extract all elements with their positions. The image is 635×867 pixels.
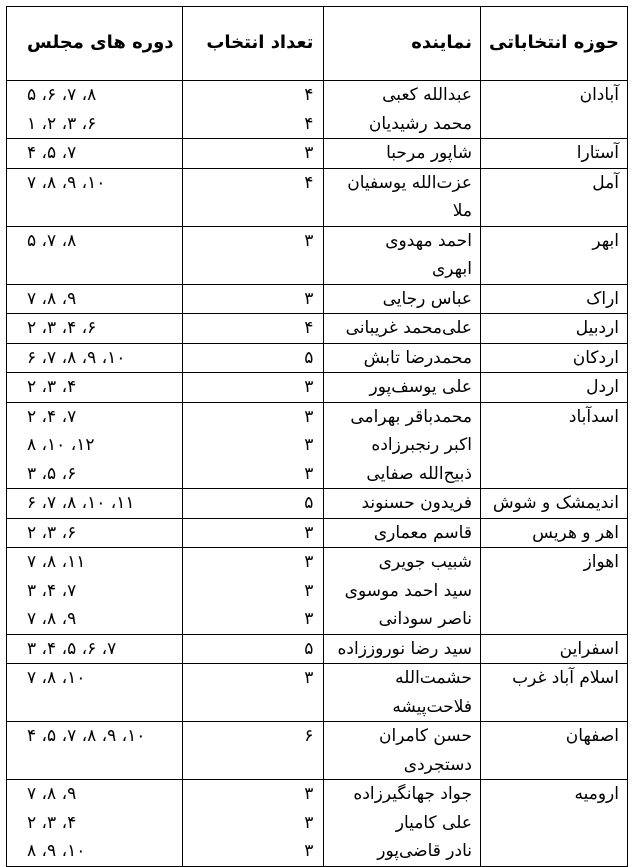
district-name: اهر و هریس: [532, 522, 619, 543]
parliament-periods: ۷، ۴، ۳: [27, 580, 77, 601]
representative-name: فلاحت‌پیشه: [392, 696, 472, 717]
header-district: حوزه انتخاباتی: [480, 7, 627, 81]
election-count: ۵: [304, 347, 314, 368]
district-cell: [480, 226, 627, 284]
representative-name: اکبر رنجبرزاده: [371, 435, 472, 455]
parliament-periods: ۴، ۳، ۲: [27, 377, 77, 397]
count-cell: [182, 402, 324, 489]
count-cell: [182, 489, 324, 519]
district-cell: [480, 489, 627, 519]
district-cell: [480, 780, 627, 867]
representative-name: ملا: [452, 201, 472, 221]
district-cell: [480, 168, 627, 226]
district-name: اردبیل: [575, 318, 619, 338]
election-count: ۳: [304, 230, 314, 251]
representative-name: محمدرضا تابش: [363, 347, 472, 368]
election-count: ۶: [304, 726, 314, 746]
representative-cell: [324, 634, 481, 664]
representative-cell: [324, 314, 481, 344]
representative-name: عبدالله کعبی: [382, 85, 472, 105]
header-row: [7, 7, 628, 81]
representative-name: علی‌محمد غریبانی: [345, 318, 472, 338]
election-count: ۳: [304, 609, 314, 629]
district-name: ابهر: [592, 230, 619, 251]
representative-cell: [324, 373, 481, 403]
parliament-periods: ۱۱، ۸، ۷: [27, 552, 86, 572]
representative-name: عزت‌الله یوسفیان: [347, 172, 472, 193]
election-count: ۳: [304, 143, 314, 163]
parliament-periods: ۷، ۴، ۲: [27, 406, 77, 427]
representative-cell: [324, 780, 481, 867]
parliament-periods: ۶، ۳، ۲: [27, 522, 77, 543]
parliament-periods: ۱۰، ۹، ۸، ۷، ۵، ۴: [27, 726, 146, 746]
parliament-periods: ۱۰، ۹، ۸، ۷، ۶: [27, 347, 126, 368]
district-name: اهواز: [583, 552, 619, 572]
election-count: ۳: [304, 784, 314, 804]
election-count: ۳: [304, 463, 314, 484]
representative-name: سید احمد موسوی: [344, 580, 472, 601]
periods-cell: [7, 373, 183, 403]
representative-cell: [324, 343, 481, 373]
election-count: ۳: [304, 406, 314, 427]
count-cell: [182, 343, 324, 373]
representative-cell: [324, 518, 481, 548]
election-count: ۳: [304, 668, 314, 688]
table-row: [7, 168, 628, 226]
periods-cell: [7, 664, 183, 722]
table-row: [7, 343, 628, 373]
representative-name: قاسم معماری: [373, 522, 472, 543]
parliament-periods: ۶، ۵، ۳: [27, 463, 77, 484]
count-cell: [182, 373, 324, 403]
count-cell: [182, 284, 324, 314]
count-cell: [182, 780, 324, 867]
representative-cell: [324, 664, 481, 722]
district-cell: [480, 314, 627, 344]
parliament-periods: ۶، ۳، ۲، ۱: [27, 113, 97, 134]
table-row: [7, 722, 628, 780]
election-count: ۴: [304, 172, 314, 193]
election-count: ۵: [304, 493, 314, 513]
district-name: ارومیه: [574, 784, 619, 804]
district-cell: [480, 81, 627, 139]
district-name: اراک: [586, 288, 619, 309]
periods-cell: [7, 226, 183, 284]
table-row: [7, 139, 628, 169]
district-name: آبادان: [579, 85, 619, 105]
election-count: ۴: [304, 85, 314, 105]
district-cell: [480, 139, 627, 169]
periods-cell: [7, 314, 183, 344]
header-count: تعداد انتخاب: [182, 7, 324, 81]
count-cell: [182, 518, 324, 548]
representative-cell: [324, 226, 481, 284]
count-cell: [182, 548, 324, 635]
count-cell: [182, 664, 324, 722]
table-row: [7, 634, 628, 664]
election-count: ۳: [304, 812, 314, 833]
representative-name: نادر قاضی‌پور: [377, 841, 472, 861]
representative-name: احمد مهدوی: [385, 230, 472, 251]
table-row: [7, 402, 628, 489]
election-count: ۳: [304, 522, 314, 543]
election-count: ۳: [304, 435, 314, 455]
representative-cell: [324, 81, 481, 139]
table-row: [7, 226, 628, 284]
parliament-periods: ۱۰، ۹، ۸، ۷: [27, 172, 106, 193]
district-name: آستارا: [576, 143, 619, 163]
table-row: [7, 780, 628, 867]
representative-name: دستجردی: [403, 754, 472, 775]
district-name: اندیمشک و شوش: [492, 493, 619, 513]
district-name: اسفراین: [559, 638, 619, 659]
table-row: [7, 81, 628, 139]
parliament-periods: ۹، ۸، ۷: [27, 288, 77, 309]
parliament-periods: ۷، ۶، ۵، ۴، ۳: [27, 638, 117, 659]
parliament-periods: ۹، ۸، ۷: [27, 609, 77, 629]
periods-cell: [7, 139, 183, 169]
election-count: ۳: [304, 288, 314, 309]
election-count: ۳: [304, 841, 314, 861]
parliament-periods: ۱۱، ۱۰، ۸، ۷، ۶: [27, 493, 135, 513]
table-row: [7, 664, 628, 722]
district-name: اصفهان: [565, 726, 619, 746]
periods-cell: [7, 489, 183, 519]
representative-name: جواد جهانگیرزاده: [353, 784, 472, 804]
parliament-table: [6, 6, 628, 867]
district-cell: [480, 373, 627, 403]
district-cell: [480, 664, 627, 722]
representative-name: محمد رشیدیان: [368, 113, 472, 134]
parliament-periods: ۸، ۷، ۵: [27, 230, 77, 251]
table-row: [7, 548, 628, 635]
count-cell: [182, 226, 324, 284]
district-cell: [480, 634, 627, 664]
table-row: [7, 489, 628, 519]
representative-cell: [324, 489, 481, 519]
representative-name: شبیب جویری: [378, 552, 472, 572]
representative-cell: [324, 284, 481, 314]
table-row: [7, 314, 628, 344]
header-representative: نماینده: [324, 7, 481, 81]
district-cell: [480, 518, 627, 548]
election-count: ۴: [304, 113, 314, 134]
periods-cell: [7, 81, 183, 139]
representative-name: حشمت‌الله: [395, 668, 472, 688]
count-cell: [182, 722, 324, 780]
periods-cell: [7, 168, 183, 226]
periods-cell: [7, 780, 183, 867]
representative-name: ناصر سودانی: [378, 609, 472, 629]
district-name: اردل: [586, 377, 619, 397]
district-name: اردکان: [572, 347, 619, 368]
representative-name: ابهری: [432, 259, 472, 279]
periods-cell: [7, 634, 183, 664]
representative-name: محمدباقر بهرامی: [350, 406, 472, 427]
district-cell: [480, 284, 627, 314]
table-row: [7, 284, 628, 314]
representative-cell: [324, 139, 481, 169]
periods-cell: [7, 343, 183, 373]
representative-name: علی یوسف‌پور: [369, 377, 472, 397]
header-periods: دوره های مجلس: [7, 7, 183, 81]
parliament-periods: ۱۰، ۹، ۸: [27, 841, 86, 861]
representative-name: ذبیح‌الله صفایی: [366, 463, 472, 484]
district-cell: [480, 722, 627, 780]
election-count: ۵: [304, 638, 314, 659]
parliament-periods: ۸، ۷، ۶، ۵: [27, 85, 97, 105]
periods-cell: [7, 284, 183, 314]
district-name: اسلام آباد غرب: [512, 668, 619, 688]
representative-name: فریدون حسنوند: [361, 493, 472, 513]
representative-cell: [324, 402, 481, 489]
count-cell: [182, 314, 324, 344]
representative-cell: [324, 722, 481, 780]
district-cell: [480, 402, 627, 489]
parliament-periods: ۱۰، ۸، ۷: [27, 668, 86, 688]
election-count: ۳: [304, 377, 314, 397]
count-cell: [182, 81, 324, 139]
periods-cell: [7, 722, 183, 780]
parliament-periods: ۹، ۸، ۷: [27, 784, 77, 804]
parliament-periods: ۷، ۵، ۴: [27, 143, 77, 163]
election-count: ۴: [304, 318, 314, 338]
table-row: [7, 518, 628, 548]
periods-cell: [7, 518, 183, 548]
representative-name: سید رضا نوروززاده: [337, 638, 472, 659]
count-cell: [182, 634, 324, 664]
representative-name: شاپور مرحبا: [386, 143, 472, 163]
count-cell: [182, 139, 324, 169]
parliament-periods: ۴، ۳، ۲: [27, 812, 77, 833]
representative-name: عباس رجایی: [382, 288, 472, 309]
table-body: [7, 81, 628, 867]
representative-cell: [324, 548, 481, 635]
election-count: ۳: [304, 580, 314, 601]
parliament-periods: ۱۲، ۱۰، ۸: [27, 435, 95, 455]
district-name: اسدآباد: [568, 406, 619, 427]
representative-name: علی کامیار: [395, 812, 472, 833]
periods-cell: [7, 402, 183, 489]
district-name: آمل: [592, 172, 619, 193]
district-cell: [480, 343, 627, 373]
count-cell: [182, 168, 324, 226]
table-row: [7, 373, 628, 403]
periods-cell: [7, 548, 183, 635]
representative-cell: [324, 168, 481, 226]
parliament-periods: ۶، ۴، ۳، ۲: [27, 318, 97, 338]
district-cell: [480, 548, 627, 635]
representative-name: حسن کامران: [378, 726, 472, 746]
election-count: ۳: [304, 552, 314, 572]
